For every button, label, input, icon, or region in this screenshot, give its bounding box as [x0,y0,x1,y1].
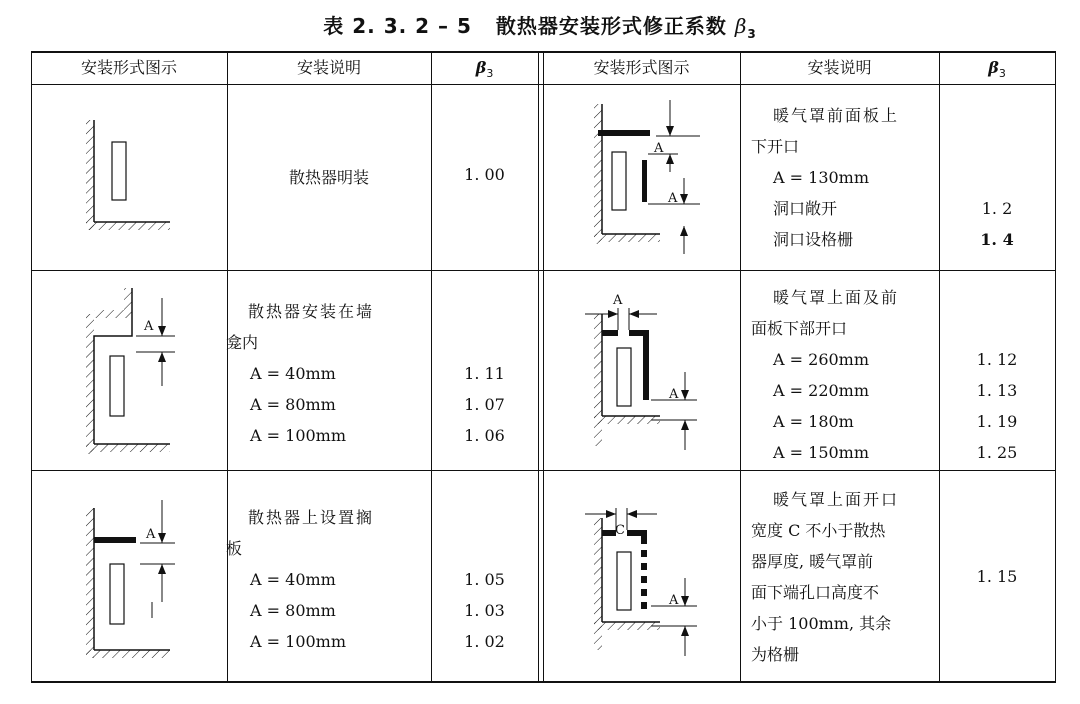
desc-item: A = 130mm [773,168,870,187]
desc-text: 散热器明装 [288,168,369,187]
header-beta-left [431,52,538,84]
desc-right-1 [751,100,900,255]
desc-item: A = 40mm [250,570,336,589]
beta-value: 1. 25 [976,443,1018,462]
desc-text: 器厚度, 暖气罩前 [751,552,874,571]
dimension-label-a: A [613,293,623,308]
dimension-label-a: A [669,387,679,402]
desc-right-2 [751,282,900,468]
desc-left-3 [226,502,375,657]
desc-text: 小于 100mm, 其余 [751,614,892,633]
desc-text: 宽度 C 不小于散热 [751,521,886,540]
beta-value: 1. 2 [981,199,1013,218]
beta-value: 1. 07 [464,395,505,414]
beta-value: 1. 4 [980,230,1014,249]
table-number: 表 2. 3. 2 – 5 [323,14,472,38]
header-description-left: 安装说明 [296,58,361,77]
beta-value: 1. 13 [976,381,1018,400]
beta-value: 1. 11 [464,364,505,383]
desc-item: A = 260mm [773,350,870,369]
beta-value: 1. 19 [976,412,1018,431]
header-beta-subscript: 3 [486,67,494,81]
diagram-front-panel-openings [588,94,703,264]
dimension-label-a: A [144,319,154,334]
dimension-label-a: A [669,593,679,608]
header-description-right: 安装说明 [807,58,872,77]
dimension-label-a: A [668,191,678,206]
values-right-1 [939,193,1055,255]
desc-text: 暖气罩上面开口 [773,490,900,509]
dimension-label-c: C [615,523,625,538]
table-title [0,10,1080,41]
title-beta-subscript: 3 [747,27,757,41]
desc-item: A = 80mm [250,395,336,414]
desc-text: 面板下部开口 [751,319,848,338]
desc-left-1 [227,165,431,188]
beta-value: 1. 03 [464,601,505,620]
header-diagram-left: 安装形式图示 [80,58,177,77]
desc-item: A = 150mm [773,443,870,462]
value-right-3 [939,567,1055,586]
value-left-1 [431,165,538,184]
header-beta-right [939,52,1055,84]
desc-text: 散热器上设置搁 [248,508,375,527]
desc-item: A = 100mm [250,632,347,651]
desc-item: A = 100mm [250,426,347,445]
desc-text: 为格栅 [751,645,800,664]
diagram-open-install [80,100,180,240]
diagram-top-and-lower-openings [585,288,700,458]
table-title-text: 散热器安装形式修正系数 [495,14,727,38]
values-left-2 [431,358,538,451]
dimension-label-a: A [654,141,664,156]
desc-text: 下开口 [751,137,800,156]
beta-value: 1. 00 [464,165,505,184]
desc-item: A = 180m [773,412,854,431]
desc-item: 洞口敞开 [773,199,838,218]
desc-text: 板 [226,539,243,558]
desc-text: 散热器安装在墙 [248,302,375,321]
beta-value: 1. 12 [976,350,1018,369]
header-beta-symbol: β [988,58,999,77]
desc-item: 洞口设格栅 [773,230,854,249]
desc-text: 面下端孔口高度不 [751,583,880,602]
values-left-3 [431,564,538,657]
beta-value: 1. 05 [464,570,505,589]
diagram-top-opening-grille [585,494,700,664]
beta-value: 1. 02 [464,632,505,651]
title-beta-symbol: β [734,14,748,38]
desc-item: A = 220mm [773,381,870,400]
dimension-label-a: A [146,527,156,542]
desc-text: 龛内 [226,333,259,352]
desc-text: 暖气罩上面及前 [773,288,900,307]
desc-item: A = 80mm [250,601,336,620]
diagram-wall-niche [80,284,190,459]
diagram-shelf [80,492,190,662]
desc-text: 暖气罩前面板上 [773,106,900,125]
header-beta-subscript: 3 [998,67,1006,81]
desc-right-3 [751,484,900,670]
header-diagram-right: 安装形式图示 [593,58,690,77]
header-beta-symbol: β [475,58,487,77]
desc-item: A = 40mm [250,364,336,383]
beta-value: 1. 15 [976,567,1018,586]
beta-value: 1. 06 [464,426,505,445]
desc-left-2 [226,296,375,451]
values-right-2 [939,344,1055,468]
